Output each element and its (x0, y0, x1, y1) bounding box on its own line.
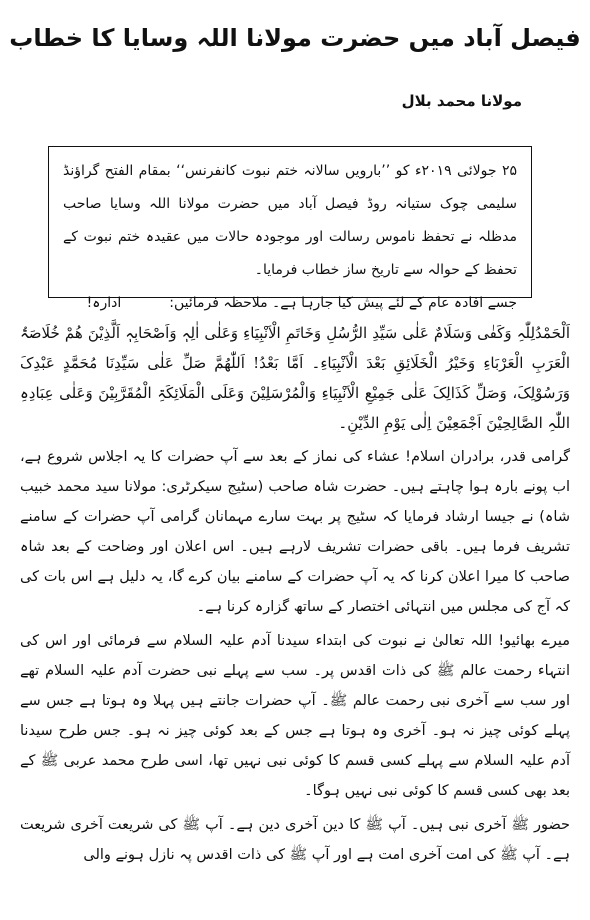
intro-text: ۲۵ جولائی ۲۰۱۹ء کو ’’بارویں سالانہ ختم نبوت کانفرنس‘‘ بمقام الفتح گراؤنڈ سلیمی چوک ستیانہ روڈ فیصل آباد میں حضرت مولانا اللہ وسایا صاحب مدظلہ نے تحفظ ناموس رسالت اور موجودہ حالات میں عقیدہ ختم نبوت کے تحفظ کے حوالہ سے تاریخ ساز خطاب فرمایا۔ (63, 163, 517, 278)
paragraph-1: گرامی قدر، برادران اسلام! عشاء کی نماز کے بعد سے آپ حضرات کا یہ اجلاس شروع ہے، اب پونے بارہ ہوا چاہتے ہیں۔ حضرت شاہ صاحب (سٹیج سیکرٹری: مولانا سید محمد خبیب شاہ) نے جیسا ارشاد فرمایا کہ سٹیج پر بہت سارے مہمانان گرامی آپ حضرات کے سامنے تشریف فرما ہیں۔ باقی حضرات تشریف لارہے ہیں۔ اس اعلان اور وضاحت کے بعد شاہ صاحب کا میرا اعلان کرنا کہ یہ آپ حضرات کے سامنے بیان کرے گا، یہ دلیل ہے اس بات کی کہ آج کی مجلس میں انتہائی اختصار کے ساتھ گزارہ کرنا ہے۔ (20, 449, 570, 615)
intro-signature: ادارہ! (86, 295, 122, 311)
intro-note-row (63, 287, 517, 320)
paragraph-2: میرے بھائیو! اللہ تعالیٰ نے نبوت کی ابتداء سیدنا آدم علیہ السلام سے فرمائی اور اس کی انتہاء رحمت عالم ﷺ کی ذات اقدس پر۔ سب سے پہلے نبی حضرت آدم علیہ السلام تھے اور سب سے آخری نبی رحمت عالم ﷺ۔ آپ حضرات جانتے ہیں پہلا وہ ہوتا ہے جس سے پہلے کوئی چیز نہ ہو۔ آخری وہ ہوتا ہے جس کے بعد کوئی چیز نہ ہو۔ جس طرح سیدنا آدم علیہ السلام سے پہلے کسی قسم کا کوئی نبی نہیں تھا، اسی طرح محمد عربی ﷺ کے بعد بھی کسی قسم کا کوئی نبی نہیں ہوگا۔ (20, 633, 570, 799)
intro-note: جسے افادہ عام کے لئے پیش کیا جارہا ہے۔ ملاحظہ فرمائیں: (169, 295, 517, 311)
paragraph-3: حضور ﷺ آخری نبی ہیں۔ آپ ﷺ کا دین آخری دین ہے۔ آپ ﷺ کی شریعت آخری شریعت ہے۔ آپ ﷺ کی امت آخری امت ہے اور آپ ﷺ کی ذات اقدس پہ نازل ہونے والی (20, 817, 570, 863)
article-title: فیصل آباد میں حضرت مولانا اللہ وسایا کا خطاب (9, 24, 581, 52)
intro-box (48, 146, 532, 311)
arabic-opening: اَلْحَمْدُلِلّٰہِ وَکَفٰی وَسَلَامٌ عَلٰی سَیِّدِ الرُّسُلِ وَخَاتَمِ الْاَنْبِیَاءِ وَعَلٰی اٰلِہٖ وَاَصْحَابِہٖ اَلَّذِیْنَ ھُمْ خُلَاصَۃُ الْعَرَبِ الْعَرْبَاءِ وَخَیْرُ الْخَلَائِقِ بَعْدَ الْاَنْبِیَاءِ۔ اَمَّا بَعْدُ! اَللّٰھُمَّ صَلِّ عَلٰی سَیِّدِنَا مُحَمَّدٍ عَبْدِکَ وَرَسُوْلِکَ، وَصَلِّ کَذَالِکَ عَلٰی جَمِیْعِ الْاَنْبِیَاءِ وَالْمُرْسَلِیْنَ وَعَلَی الْمَلَائِکَۃِ الْمُقَرَّبِیْنَ وَعَلٰی عِبَادِہِ اللّٰہِ الصَّالِحِیْنَ اَجْمَعِیْنَ اِلٰی یَوْمِ الدِّیْنِ۔ (20, 324, 570, 432)
author-name: مولانا محمد بلال (401, 92, 522, 110)
article-body (20, 318, 570, 874)
